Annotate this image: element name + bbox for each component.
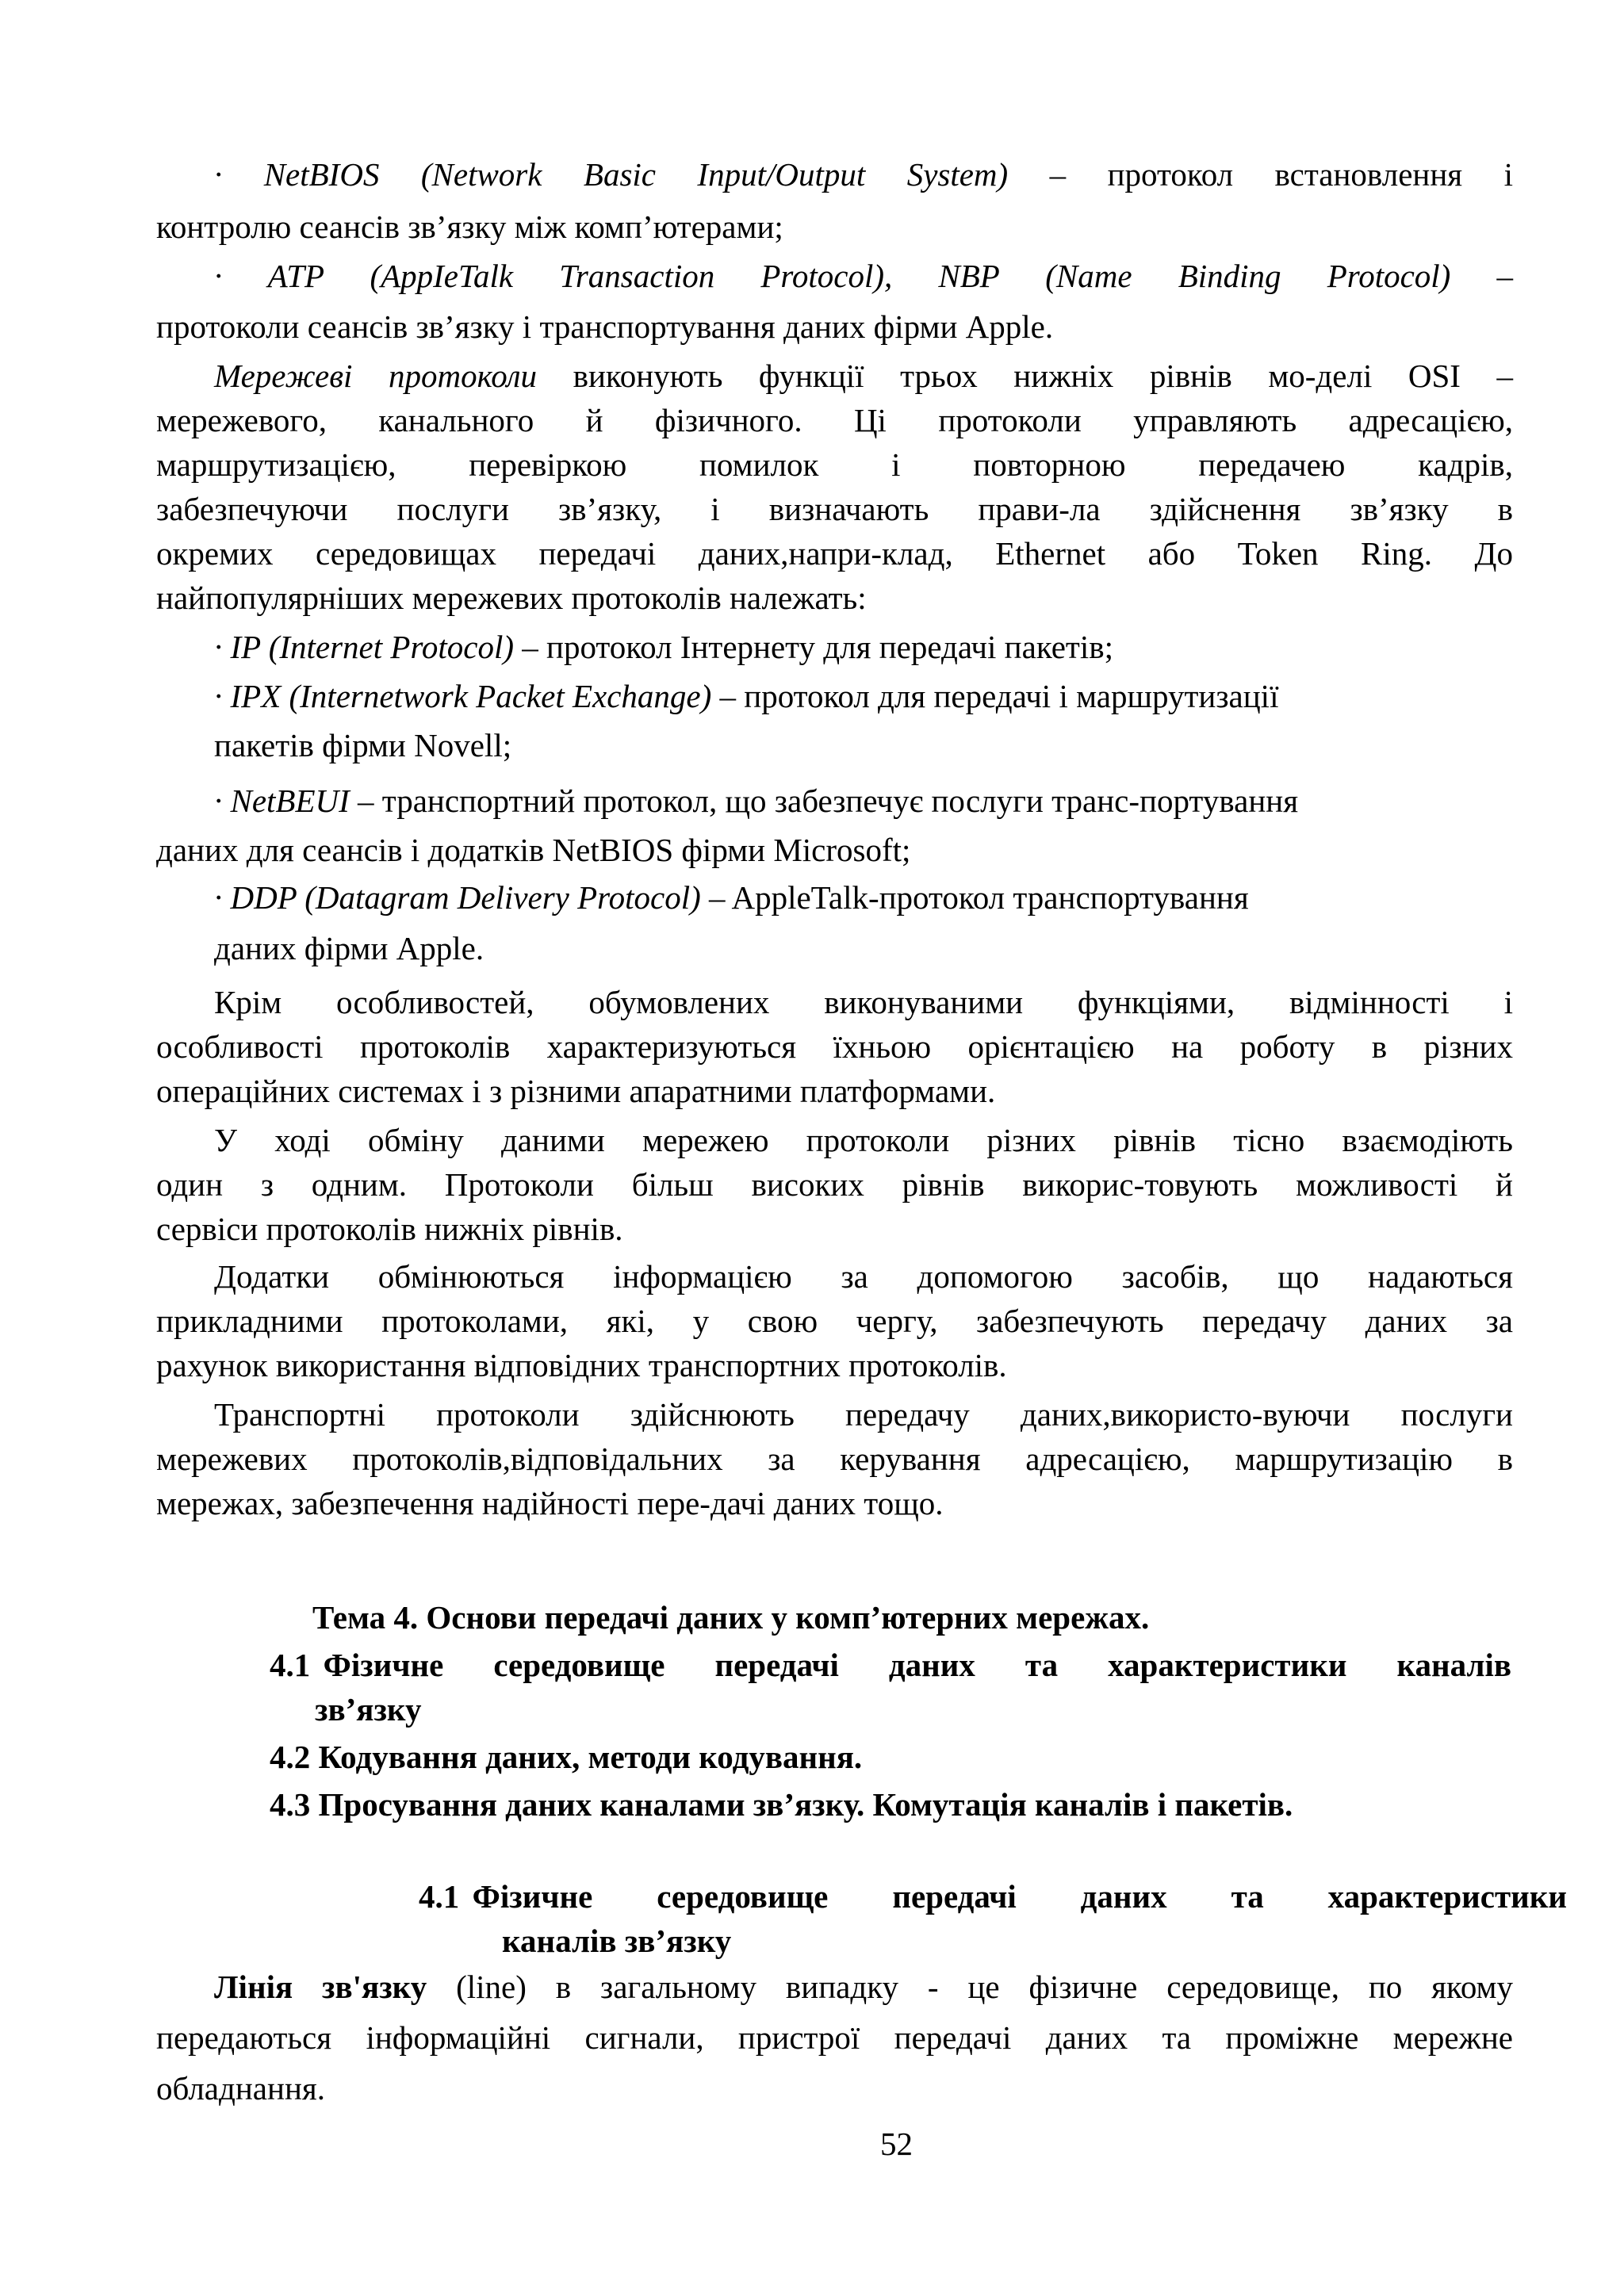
- net-protocols-term: Мережеві протоколи: [214, 358, 538, 394]
- transport-line2: мережевих протоколів,відповідальних за керування адресацією, маршрутизацію в: [156, 1441, 1513, 1477]
- apps-line3: рахунок використання відповідних транспортних протоколів.: [156, 1347, 1007, 1383]
- page-number: 52: [880, 2126, 913, 2162]
- ipx-line2: пакетів фірми Novell;: [214, 727, 512, 763]
- topic-item-1-text: Фізичне середовище передачі даних та характеристики каналів: [323, 1647, 1511, 1683]
- ip-desc: – протокол Інтернету для передачі пакетів;: [514, 629, 1113, 665]
- net-protocols-line5: окремих середовищах передачі даних,напри-клад, Ethernet або Token Ring. До: [156, 535, 1513, 572]
- topic-item-1-num: 4.1: [270, 1647, 311, 1683]
- ddp-line: [214, 879, 1249, 916]
- netbeui-line2: даних для сеансів і додатків NetBIOS фірми Microsoft;: [156, 832, 911, 868]
- lead-line1: [214, 1971, 1513, 2003]
- netbeui-term: · NetBEUI: [214, 783, 350, 819]
- ip-term: · IP (Internet Protocol): [214, 629, 515, 665]
- lead-line3: обладнання.: [156, 2070, 325, 2107]
- exchange-line3: сервіси протоколів нижніх рівнів.: [156, 1211, 623, 1247]
- ipx-line: [214, 680, 1278, 713]
- ddp-term: · DDP (Datagram Delivery Protocol): [214, 879, 701, 916]
- atp-line: · ATP (AppIeTalk Transaction Protocol), NBP (Name Binding Protocol) –: [214, 258, 1513, 294]
- section-heading-cont: каналів зв’язку: [502, 1923, 732, 1959]
- topic-item-1: [270, 1649, 1511, 1682]
- net-protocols-line4: забезпечуючи послуги зв’язку, і визначають прави-ла здійснення зв’язку в: [156, 491, 1513, 527]
- ddp-desc: – AppleTalk-протокол транспортування: [700, 879, 1249, 916]
- transport-line1: Транспортні протоколи здійснюють передачу даних,використо-вуючи послуги: [214, 1396, 1513, 1433]
- ip-line: [214, 631, 1113, 664]
- topic-item-1-cont: зв’язку: [315, 1691, 422, 1728]
- net-protocols-rest: виконують функції трьох нижніх рівнів мо-делі OSI –: [537, 358, 1513, 394]
- topic-item-3: 4.3 Просування даних каналами зв’язку. Комутація каналів і пакетів.: [270, 1786, 1293, 1823]
- net-protocols-line2: мережевого, канального й фізичного. Ці протоколи управляють адресацією,: [156, 402, 1513, 438]
- section-number: 4.1: [419, 1878, 460, 1915]
- netbeui-desc: – транспортний протокол, що забезпечує послуги транс-портування: [349, 783, 1299, 819]
- apps-line1: Додатки обмінюються інформацією за допомогою засобів, що надаються: [214, 1258, 1513, 1295]
- netbios-desc: – протокол встановлення і: [1008, 156, 1513, 193]
- net-protocols-line6: найпопулярніших мережевих протоколів належать:: [156, 580, 867, 616]
- section-heading: [419, 1878, 1567, 1915]
- netbios-term: · NetBIOS (Network Basic Input/Output System): [214, 156, 1009, 193]
- atp-line2: протоколи сеансів зв’язку і транспортування даних фірми Apple.: [156, 308, 1054, 345]
- features-line1: Крім особливостей, обумовлених виконуваними функціями, відмінності і: [214, 984, 1513, 1020]
- ipx-desc: – протокол для передачі і маршрутизації: [711, 678, 1279, 714]
- transport-line3: мережах, забезпечення надійності пере-дачі даних тощо.: [156, 1485, 944, 1521]
- apps-line2: прикладними протоколами, які, у свою чергу, забезпечують передачу даних за: [156, 1303, 1513, 1339]
- net-protocols-line1: [214, 360, 1513, 392]
- topic-title: Тема 4. Основи передачі даних у комп’ютерних мережах.: [312, 1599, 1150, 1636]
- lead-line2: передаються інформаційні сигнали, пристрої передачі даних та проміжне мережне: [156, 2019, 1513, 2056]
- netbios-line2: контролю сеансів зв’язку між комп’ютерами;: [156, 209, 783, 245]
- section-title: Фізичне середовище передачі даних та характеристики: [472, 1878, 1567, 1915]
- lead-rest: (line) в загальному випадку - це фізичне середовище, по якому: [427, 1969, 1513, 2005]
- exchange-line2: один з одним. Протоколи більш високих рівнів викорис-товують можливості й: [156, 1166, 1513, 1203]
- topic-item-2: 4.2 Кодування даних, методи кодування.: [270, 1739, 863, 1775]
- netbios-line: [214, 156, 1513, 193]
- features-line2: особливості протоколів характеризуються їхньою орієнтацією на роботу в різних: [156, 1028, 1513, 1065]
- exchange-line1: У ході обміну даними мережею протоколи різних рівнів тісно взаємодіють: [214, 1122, 1513, 1158]
- lead-term: Лінія зв'язку: [214, 1969, 427, 2005]
- features-line3: операційних системах і з різними апаратними платформами.: [156, 1073, 996, 1109]
- netbeui-line: [214, 785, 1298, 817]
- net-protocols-line3: маршрутизацією, перевіркою помилок і повторною передачею кадрів,: [156, 446, 1513, 483]
- ddp-line2: даних фірми Apple.: [214, 930, 485, 966]
- ipx-term: · IPX (Internetwork Packet Exchange): [214, 678, 712, 714]
